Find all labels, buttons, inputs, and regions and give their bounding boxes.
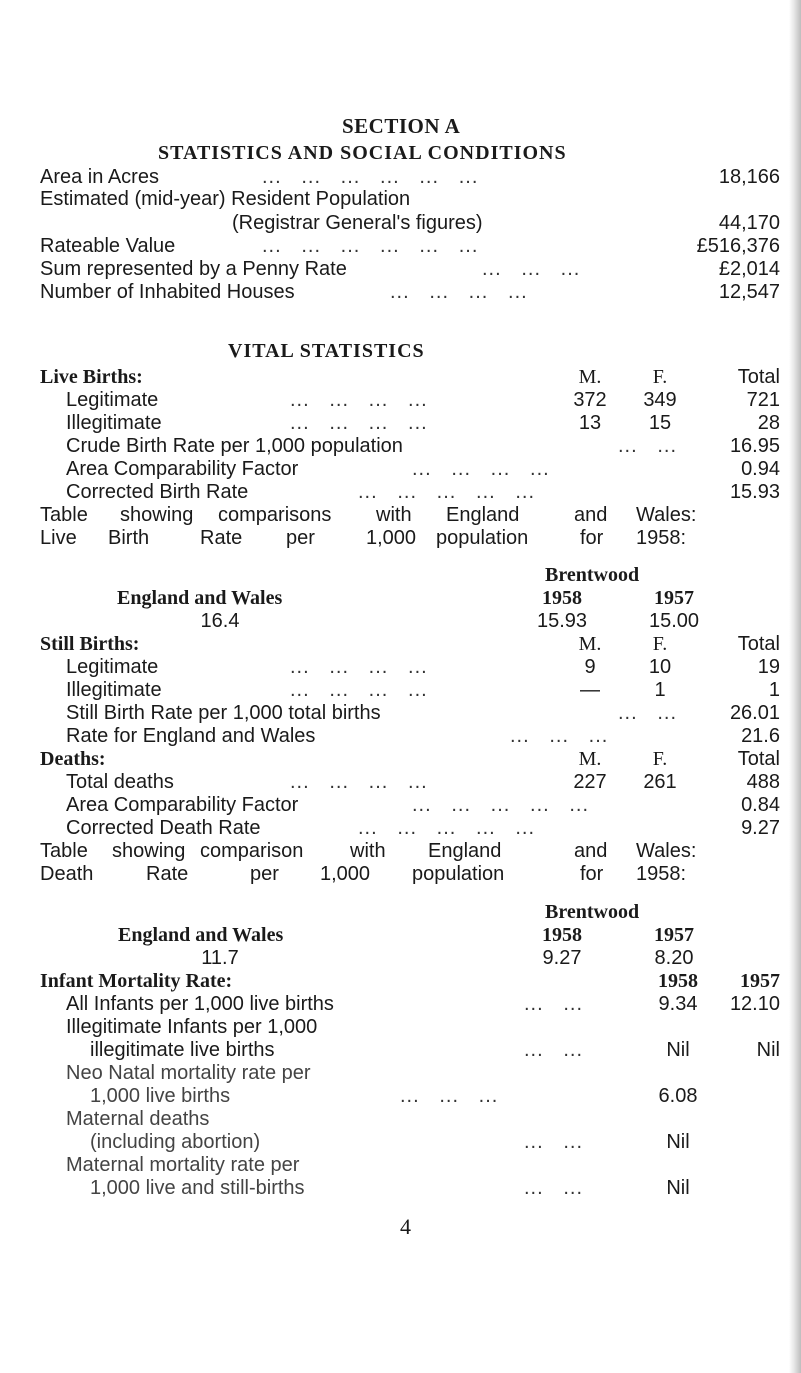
table-line-word: Wales:	[636, 840, 697, 862]
brentwood-1957-rate: 8.20	[654, 947, 694, 969]
table-line-word: and	[574, 504, 608, 526]
leader-dots: ... ... ... ... ... ...	[262, 235, 479, 257]
penny-rate-label: Sum represented by a Penny Rate	[40, 258, 347, 280]
england-wales-rate: 11.7	[201, 947, 239, 969]
legitimate-label: Legitimate	[66, 389, 159, 411]
houses-label: Number of Inhabited Houses	[40, 281, 295, 303]
leader-dots: ... ... ... ... ...	[358, 817, 536, 839]
still-legitimate-m: 9	[584, 656, 596, 678]
deaths-f: 261	[643, 771, 677, 793]
area-comparability-label: Area Comparability Factor	[66, 794, 299, 816]
still-legitimate-f: 10	[648, 656, 672, 678]
still-illegitimate-m: —	[580, 679, 600, 701]
neo-natal-label: Neo Natal mortality rate per	[66, 1062, 311, 1084]
illegitimate-f: 15	[648, 412, 672, 434]
page-number: 4	[400, 1214, 411, 1239]
brentwood-1958-rate: 15.93	[536, 610, 588, 632]
col-total: Total	[737, 366, 780, 388]
leader-dots: ... ... ... ... ... ...	[262, 166, 479, 188]
rateable-label: Rateable Value	[40, 235, 176, 257]
all-infants-1958: 9.34	[658, 993, 698, 1015]
all-infants-1957: 12.10	[729, 993, 780, 1015]
section-title: SECTION A	[342, 114, 461, 138]
maternal-deaths-value: Nil	[666, 1131, 690, 1153]
table-line-word: 1958:	[636, 863, 687, 885]
brentwood-1957-rate: 15.00	[648, 610, 700, 632]
table-line-word: and	[574, 840, 608, 862]
area-comparability-label: Area Comparability Factor	[66, 458, 299, 480]
page-edge-shadow	[789, 0, 801, 1373]
leader-dots: ... ... ... ... ...	[358, 481, 536, 503]
col-m: M.	[578, 748, 602, 770]
england-wales-heading: England and Wales	[118, 924, 284, 946]
leader-dots: ... ... ...	[510, 725, 609, 747]
brentwood-heading: Brentwood	[545, 901, 640, 923]
table-line-word: Death	[40, 863, 94, 885]
table-line-word: Wales:	[636, 504, 697, 526]
england-wales-rate: 16.4	[200, 610, 240, 632]
table-line-word: comparison	[200, 840, 304, 862]
table-line-word: 1958:	[636, 527, 687, 549]
houses-value: 12,547	[718, 281, 780, 303]
table-line-word: with	[350, 840, 386, 862]
neo-natal-1958: 6.08	[658, 1085, 698, 1107]
population-label-cont: (Registrar General's figures)	[232, 212, 483, 234]
table-line-word: 1,000	[320, 863, 371, 885]
table-line-word: showing	[112, 840, 186, 862]
leader-dots: ... ...	[524, 993, 584, 1015]
leader-dots: ... ... ... ...	[290, 771, 428, 793]
table-line-word: Table	[40, 504, 88, 526]
vital-statistics-heading: VITAL STATISTICS	[228, 340, 425, 362]
table-line-word: with	[376, 504, 412, 526]
corrected-death-rate-value: 9.27	[741, 817, 780, 839]
year-1957: 1957	[740, 970, 780, 992]
illegit-infants-label-cont: illegitimate live births	[90, 1039, 275, 1061]
year-1957: 1957	[654, 924, 694, 946]
legitimate-total: 721	[746, 389, 780, 411]
table-line-word: comparisons	[218, 504, 332, 526]
area-comparability-value: 0.84	[741, 794, 780, 816]
year-1958: 1958	[658, 970, 698, 992]
deaths-m: 227	[573, 771, 607, 793]
still-illegitimate-f: 1	[654, 679, 666, 701]
table-line-word: England	[446, 504, 520, 526]
table-line-word: showing	[120, 504, 194, 526]
illegit-infants-1957: Nil	[756, 1039, 780, 1061]
year-1957: 1957	[654, 587, 694, 609]
rateable-value: £516,376	[696, 235, 780, 257]
leader-dots: ... ... ... ...	[290, 679, 428, 701]
legitimate-m: 372	[573, 389, 607, 411]
leader-dots: ... ... ... ...	[290, 389, 428, 411]
table-line-word: Rate	[200, 527, 243, 549]
col-m: M.	[578, 633, 602, 655]
still-births-label: Still Births:	[40, 633, 140, 655]
corrected-birth-rate-label: Corrected Birth Rate	[66, 481, 249, 503]
table-line-word: England	[428, 840, 502, 862]
col-f: F.	[652, 366, 668, 388]
brentwood-heading: Brentwood	[545, 564, 640, 586]
year-1958: 1958	[542, 924, 582, 946]
table-line-word: 1,000	[366, 527, 417, 549]
statistics-heading: STATISTICS AND SOCIAL CONDITIONS	[158, 142, 567, 164]
still-birth-rate-value: 26.01	[729, 702, 780, 724]
illegitimate-m: 13	[578, 412, 602, 434]
neo-natal-label-cont: 1,000 live births	[90, 1085, 231, 1107]
population-label: Estimated (mid-year) Resident Population	[40, 188, 411, 210]
still-illegitimate-total: 1	[768, 679, 780, 701]
england-wales-heading: England and Wales	[117, 587, 283, 609]
leader-dots: ... ...	[524, 1039, 584, 1061]
maternal-deaths-label: Maternal deaths	[66, 1108, 210, 1130]
table-line-word: Live	[40, 527, 77, 549]
maternal-rate-value: Nil	[666, 1177, 690, 1199]
still-birth-rate-label: Still Birth Rate per 1,000 total births	[66, 702, 381, 724]
crude-birth-rate-value: 16.95	[729, 435, 780, 457]
year-1958: 1958	[542, 587, 582, 609]
leader-dots: ... ... ...	[400, 1085, 499, 1107]
ew-still-rate-value: 21.6	[741, 725, 780, 747]
illegit-infants-1958: Nil	[666, 1039, 690, 1061]
table-line-word: Rate	[146, 863, 189, 885]
table-line-word: for	[580, 527, 604, 549]
corrected-death-rate-label: Corrected Death Rate	[66, 817, 261, 839]
col-m: M.	[578, 366, 602, 388]
leader-dots: ... ... ...	[482, 258, 581, 280]
leader-dots: ... ... ... ...	[290, 656, 428, 678]
illegitimate-total: 28	[757, 412, 780, 434]
table-line-word: population	[436, 527, 529, 549]
col-f: F.	[652, 748, 668, 770]
leader-dots: ... ...	[524, 1131, 584, 1153]
leader-dots: ... ... ... ... ...	[412, 794, 590, 816]
leader-dots: ... ... ... ...	[390, 281, 528, 303]
area-comparability-value: 0.94	[741, 458, 780, 480]
total-deaths-label: Total deaths	[66, 771, 174, 793]
live-births-label: Live Births:	[40, 366, 143, 388]
col-f: F.	[652, 633, 668, 655]
table-line-word: per	[250, 863, 279, 885]
maternal-rate-label: Maternal mortality rate per	[66, 1154, 300, 1176]
illegitimate-label: Illegitimate	[66, 679, 162, 701]
crude-birth-rate-label: Crude Birth Rate per 1,000 population	[66, 435, 403, 457]
illegitimate-label: Illegitimate	[66, 412, 162, 434]
infant-mortality-label: Infant Mortality Rate:	[40, 970, 233, 992]
leader-dots: ... ... ... ...	[290, 412, 428, 434]
table-line-word: per	[286, 527, 315, 549]
deaths-total: 488	[746, 771, 780, 793]
corrected-birth-rate-value: 15.93	[729, 481, 780, 503]
legitimate-f: 349	[643, 389, 677, 411]
maternal-rate-label-cont: 1,000 live and still-births	[90, 1177, 305, 1199]
population-value: 44,170	[718, 212, 780, 234]
legitimate-label: Legitimate	[66, 656, 159, 678]
col-total: Total	[737, 748, 780, 770]
leader-dots: ... ... ... ...	[412, 458, 550, 480]
col-total: Total	[737, 633, 780, 655]
area-label: Area in Acres	[40, 166, 159, 188]
brentwood-1958-rate: 9.27	[542, 947, 582, 969]
deaths-label: Deaths:	[40, 748, 106, 770]
area-value: 18,166	[718, 166, 780, 188]
table-line-word: Birth	[108, 527, 150, 549]
leader-dots: ... ...	[618, 702, 678, 724]
penny-rate-value: £2,014	[718, 258, 780, 280]
table-line-word: population	[412, 863, 505, 885]
maternal-deaths-label-cont: (including abortion)	[90, 1131, 261, 1153]
all-infants-label: All Infants per 1,000 live births	[66, 993, 334, 1015]
table-line-word: Table	[40, 840, 88, 862]
still-legitimate-total: 19	[757, 656, 780, 678]
illegit-infants-label: Illegitimate Infants per 1,000	[66, 1016, 318, 1038]
ew-still-rate-label: Rate for England and Wales	[66, 725, 316, 747]
leader-dots: ... ...	[618, 435, 678, 457]
leader-dots: ... ...	[524, 1177, 584, 1199]
table-line-word: for	[580, 863, 604, 885]
